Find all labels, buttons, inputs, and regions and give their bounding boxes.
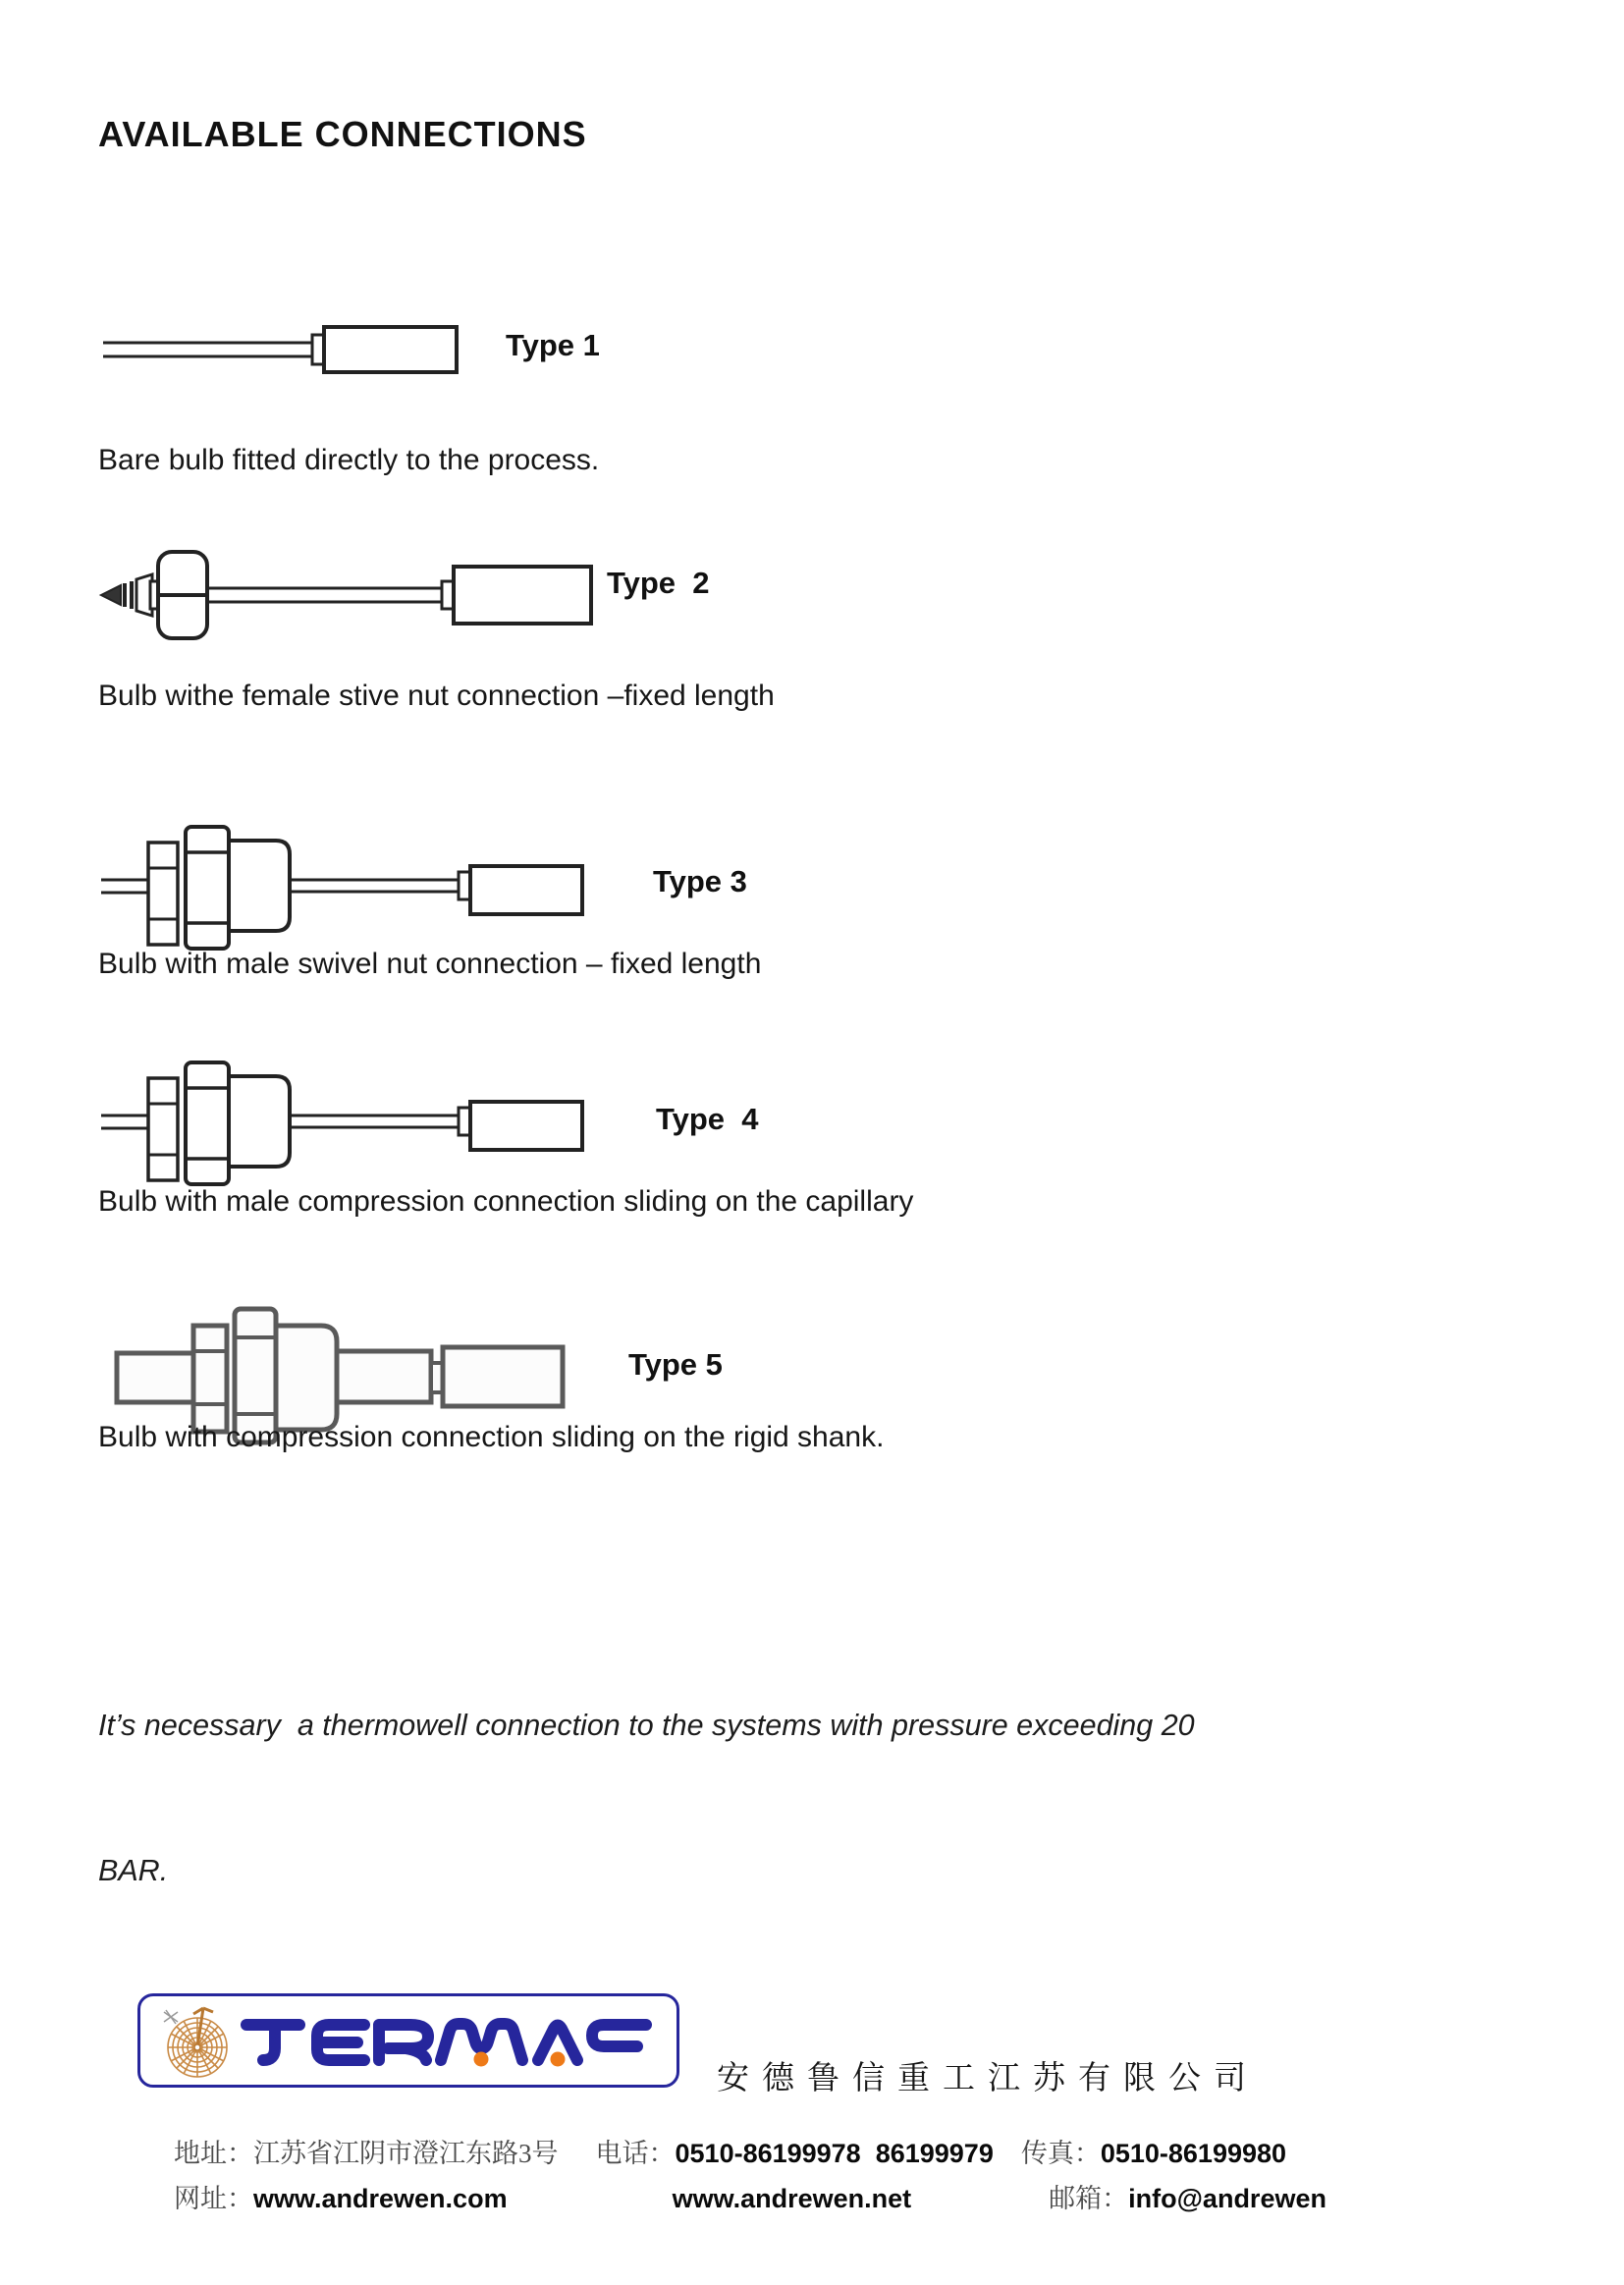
type4-caption: Bulb with male compression connection sliding on the capillary	[98, 1185, 914, 1218]
type1-caption: Bare bulb fitted directly to the process.	[98, 444, 600, 476]
phone-value: 0510-86199978 86199979	[675, 2139, 994, 2168]
logo-orange-dot-m	[474, 2052, 489, 2067]
email-label: 邮箱：	[1049, 2184, 1129, 2213]
logo-orange-dot-a	[551, 2052, 566, 2067]
type3-caption: Bulb with male swivel nut connection – fixed length	[98, 948, 762, 980]
web-value-1: www.andrewen.com	[253, 2184, 508, 2213]
company-name-cn: 安德鲁信重工江苏有限公司	[717, 2061, 1259, 2096]
type3-diagram	[93, 813, 614, 958]
termaf-logo	[137, 1993, 679, 2088]
fax-value: 0510-86199980	[1100, 2139, 1287, 2168]
termaf-logo-text	[239, 2011, 661, 2068]
type2-caption: Bulb withe female stive nut connection –fixed length	[98, 680, 775, 712]
address-label: 地址：	[174, 2139, 254, 2168]
type5-caption: Bulb with compression connection sliding on the rigid shank.	[98, 1421, 885, 1453]
type4-diagram	[93, 1049, 614, 1194]
type2-label: Type 2	[607, 566, 710, 600]
type2-diagram	[93, 542, 604, 648]
page-title: AVAILABLE CONNECTIONS	[98, 114, 587, 154]
phone-label: 电话：	[595, 2139, 676, 2168]
web-label: 网址：	[174, 2184, 254, 2213]
pressure-note-line2: BAR.	[98, 1854, 169, 1888]
type1-label: Type 1	[506, 328, 600, 362]
pressure-note-line1: It’s necessary a thermowell connection to the systems with pressure exceeding 20	[98, 1708, 1195, 1742]
type1-diagram	[93, 316, 466, 387]
email-value: info@andrewen	[1128, 2184, 1326, 2213]
termaf-wheel-icon	[150, 1998, 239, 2081]
type3-label: Type 3	[653, 864, 747, 898]
fax-label: 传真：	[1020, 2139, 1101, 2168]
address-value: 江苏省江阴市澄江东路3号	[253, 2139, 559, 2168]
contact-line-2	[144, 2147, 1326, 2246]
pressure-note	[98, 1605, 1195, 1992]
type5-label: Type 5	[628, 1347, 723, 1382]
web-value-2: www.andrewen.net	[672, 2184, 912, 2213]
type4-label: Type 4	[656, 1102, 759, 1136]
